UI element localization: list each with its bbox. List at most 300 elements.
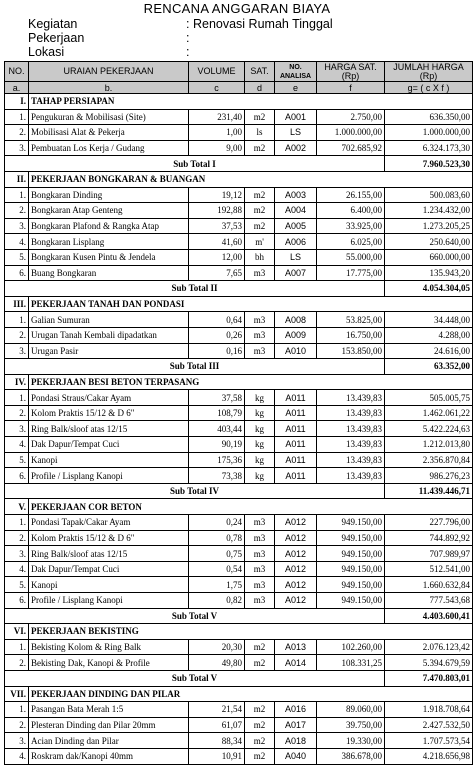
table-row [5, 748, 473, 764]
item-volume: 21,54 [189, 702, 245, 718]
header-no-analisa [275, 62, 317, 82]
item-number: 6. [5, 265, 29, 281]
item-total-price: 34.448,00 [385, 312, 473, 328]
meta-separator: : [186, 45, 190, 59]
item-volume: 1,75 [189, 577, 245, 593]
section-header-row [5, 624, 473, 640]
item-volume: 108,79 [189, 405, 245, 421]
item-analisa-code: A014 [275, 655, 317, 671]
item-unit-price: 1.000.000,00 [317, 125, 385, 141]
item-volume: 0,24 [189, 515, 245, 531]
item-unit: m3 [245, 546, 275, 562]
table-row [5, 203, 473, 219]
item-unit: m3 [245, 593, 275, 609]
meta-label: Pekerjaan [28, 31, 85, 45]
section-name: TAHAP PERSIAPAN [29, 94, 473, 110]
subtotal-label: Sub Total II [5, 281, 385, 297]
item-analisa-code: A011 [275, 421, 317, 437]
item-description: Bekisting Dak, Kanopi & Profile [29, 655, 189, 671]
item-total-price: 512.541,00 [385, 561, 473, 577]
item-number: 4. [5, 234, 29, 250]
item-total-price: 660.000,00 [385, 249, 473, 265]
item-description: Ring Balk/sloof atas 12/15 [29, 421, 189, 437]
item-unit-price: 949.150,00 [317, 530, 385, 546]
subtotal-value: 7.470.803,01 [385, 670, 473, 686]
item-unit-price: 13.439,83 [317, 468, 385, 484]
subtotal-label: Sub Total III [5, 359, 385, 375]
meta-label: Lokasi [28, 45, 65, 59]
item-unit: m2 [245, 748, 275, 764]
item-unit-price: 108.331,25 [317, 655, 385, 671]
section-number: III. [5, 296, 29, 312]
meta-row-pekerjaan [28, 31, 193, 46]
item-unit-price: 102.260,00 [317, 639, 385, 655]
item-volume: 0,64 [189, 312, 245, 328]
table-row [5, 218, 473, 234]
item-unit-price: 13.439,83 [317, 452, 385, 468]
item-analisa-code: A007 [275, 265, 317, 281]
document-title: RENCANA ANGGARAN BIAYA [143, 1, 331, 16]
item-analisa-code: A018 [275, 733, 317, 749]
item-analisa-code: A040 [275, 748, 317, 764]
item-analisa-code: A011 [275, 437, 317, 453]
item-unit-price: 26.155,00 [317, 187, 385, 203]
item-analisa-code: A012 [275, 546, 317, 562]
item-unit-price: 33.925,00 [317, 218, 385, 234]
item-number: 5. [5, 577, 29, 593]
item-description: Plesteran Dinding dan Pilar 20mm [29, 717, 189, 733]
table-row [5, 109, 473, 125]
item-volume: 231,40 [189, 109, 245, 125]
subtotal-value: 4.403.600,41 [385, 608, 473, 624]
rab-table [4, 61, 473, 765]
subtotal-row [5, 483, 473, 499]
item-number: 1. [5, 312, 29, 328]
item-volume: 403,44 [189, 421, 245, 437]
item-analisa-code: A012 [275, 577, 317, 593]
table-row [5, 546, 473, 562]
item-analisa-code: A011 [275, 405, 317, 421]
subtotal-row [5, 608, 473, 624]
item-unit-price: 6.025,00 [317, 234, 385, 250]
header-jumlah-harga [385, 62, 473, 82]
item-unit-price: 19.330,00 [317, 733, 385, 749]
item-description: Ring Balk/sloof atas 12/15 [29, 546, 189, 562]
item-unit-price: 2.750,00 [317, 109, 385, 125]
item-unit-price: 13.439,83 [317, 390, 385, 406]
table-row [5, 390, 473, 406]
table-row [5, 343, 473, 359]
section-number: II. [5, 171, 29, 187]
table-row [5, 265, 473, 281]
item-volume: 0,75 [189, 546, 245, 562]
item-description: Urugan Tanah Kembali dipadatkan [29, 327, 189, 343]
item-description: Kolom Praktis 15/12 & D 6" [29, 405, 189, 421]
item-total-price: 135.943,20 [385, 265, 473, 281]
item-analisa-code: A011 [275, 468, 317, 484]
item-analisa-code: A006 [275, 234, 317, 250]
item-analisa-code: A017 [275, 717, 317, 733]
item-description: Buang Bongkaran [29, 265, 189, 281]
item-unit: ls [245, 125, 275, 141]
item-total-price: 1.000.000,00 [385, 125, 473, 141]
item-total-price: 6.324.173,30 [385, 140, 473, 156]
item-volume: 0,78 [189, 530, 245, 546]
item-total-price: 2.356.870,84 [385, 452, 473, 468]
item-unit: m3 [245, 265, 275, 281]
item-analisa-code: A012 [275, 515, 317, 531]
item-unit: m3 [245, 577, 275, 593]
subtotal-row [5, 359, 473, 375]
item-unit: m2 [245, 702, 275, 718]
item-description: Profile / Lisplang Kanopi [29, 593, 189, 609]
item-unit-price: 153.850,00 [317, 343, 385, 359]
section-number: IV. [5, 374, 29, 390]
item-unit: m2 [245, 733, 275, 749]
item-number: 1. [5, 187, 29, 203]
item-number: 2. [5, 717, 29, 733]
item-unit: m3 [245, 515, 275, 531]
table-row [5, 125, 473, 141]
section-name: PEKERJAAN BEKISTING [29, 624, 473, 640]
item-number: 3. [5, 421, 29, 437]
item-total-price: 1.660.632,84 [385, 577, 473, 593]
item-description: Kanopi [29, 452, 189, 468]
item-number: 1. [5, 109, 29, 125]
item-unit-price: 39.750,00 [317, 717, 385, 733]
item-unit-price: 702.685,92 [317, 140, 385, 156]
item-unit: kg [245, 421, 275, 437]
subtotal-value: 63.352,00 [385, 359, 473, 375]
item-volume: 175,36 [189, 452, 245, 468]
item-unit-price: 949.150,00 [317, 515, 385, 531]
meta-label: Kegiatan [28, 17, 78, 31]
item-description: Acian Dinding dan Pilar [29, 733, 189, 749]
subtotal-row [5, 670, 473, 686]
item-unit: m3 [245, 561, 275, 577]
item-unit: m2 [245, 717, 275, 733]
item-number: 2. [5, 203, 29, 219]
subtotal-row [5, 281, 473, 297]
table-row [5, 187, 473, 203]
item-number: 5. [5, 452, 29, 468]
item-volume: 1,00 [189, 125, 245, 141]
item-unit: m2 [245, 140, 275, 156]
item-unit-price: 89.060,00 [317, 702, 385, 718]
item-analisa-code: A012 [275, 561, 317, 577]
section-number: VI. [5, 624, 29, 640]
table-row [5, 140, 473, 156]
meta-row-lokasi [28, 45, 193, 60]
item-description: Roskram dak/Kanopi 40mm [29, 748, 189, 764]
item-number: 6. [5, 593, 29, 609]
item-volume: 20,30 [189, 639, 245, 655]
item-number: 2. [5, 327, 29, 343]
item-number: 3. [5, 218, 29, 234]
item-unit-price: 55.000,00 [317, 249, 385, 265]
subtotal-label: Sub Total V [5, 670, 385, 686]
item-total-price: 227.796,00 [385, 515, 473, 531]
item-description: Pembuatan Los Kerja / Gudang [29, 140, 189, 156]
subheader-cell: e [275, 82, 317, 94]
item-description: Mobilisasi Alat & Pekerja [29, 125, 189, 141]
meta-value: Renovasi Rumah Tinggal [192, 17, 333, 31]
header-harga-satuan [317, 62, 385, 82]
item-total-price: 5.422.224,63 [385, 421, 473, 437]
item-total-price: 4.288,00 [385, 327, 473, 343]
item-unit: m3 [245, 343, 275, 359]
item-total-price: 500.083,60 [385, 187, 473, 203]
item-unit: kg [245, 405, 275, 421]
item-unit-price: 13.439,83 [317, 405, 385, 421]
item-analisa-code: A010 [275, 343, 317, 359]
subheader-cell: b. [29, 82, 189, 94]
item-unit: m2 [245, 203, 275, 219]
item-unit: m2 [245, 218, 275, 234]
item-volume: 192,88 [189, 203, 245, 219]
table-row [5, 468, 473, 484]
item-volume: 9,00 [189, 140, 245, 156]
item-number: 4. [5, 437, 29, 453]
item-analisa-code: LS [275, 249, 317, 265]
table-row [5, 717, 473, 733]
item-description: Pengukuran & Mobilisasi (Site) [29, 109, 189, 125]
item-number: 4. [5, 748, 29, 764]
item-unit: m2 [245, 187, 275, 203]
item-volume: 37,58 [189, 390, 245, 406]
item-volume: 0,82 [189, 593, 245, 609]
item-analisa-code: A001 [275, 109, 317, 125]
item-total-price: 707.989,97 [385, 546, 473, 562]
table-row [5, 733, 473, 749]
item-description: Kolom Praktis 15/12 & D 6" [29, 530, 189, 546]
subheader-row [5, 82, 473, 94]
header-uraian: URAIAN PEKERJAAN [29, 62, 189, 82]
item-total-price: 4.218.656,98 [385, 748, 473, 764]
item-number: 1. [5, 515, 29, 531]
item-description: Bongkaran Dinding [29, 187, 189, 203]
header-jumlah-label: JUMLAH HARGA (Rp) [393, 61, 464, 81]
item-analisa-code: A002 [275, 140, 317, 156]
section-name: PEKERJAAN COR BETON [29, 499, 473, 515]
item-unit-price: 17.775,00 [317, 265, 385, 281]
item-total-price: 2.427.532,50 [385, 717, 473, 733]
section-number: VII. [5, 686, 29, 702]
section-name: PEKERJAAN BESI BETON TERPASANG [29, 374, 473, 390]
item-volume: 10,91 [189, 748, 245, 764]
subtotal-label: Sub Total V [5, 608, 385, 624]
item-analisa-code: A005 [275, 218, 317, 234]
item-analisa-code: A013 [275, 639, 317, 655]
item-unit: m3 [245, 312, 275, 328]
item-number: 2. [5, 405, 29, 421]
item-total-price: 5.394.679,59 [385, 655, 473, 671]
item-total-price: 744.892,92 [385, 530, 473, 546]
meta-row-kegiatan [28, 17, 333, 32]
item-analisa-code: A003 [275, 187, 317, 203]
table-header [5, 62, 473, 94]
item-total-price: 250.640,00 [385, 234, 473, 250]
item-number: 4. [5, 561, 29, 577]
item-volume: 61,07 [189, 717, 245, 733]
header-volume: VOLUME [189, 62, 245, 82]
item-number: 3. [5, 140, 29, 156]
meta-separator: : [186, 31, 190, 45]
item-volume: 0,54 [189, 561, 245, 577]
item-number: 1. [5, 702, 29, 718]
item-volume: 7,65 [189, 265, 245, 281]
item-total-price: 1.212.013,80 [385, 437, 473, 453]
item-volume: 49,80 [189, 655, 245, 671]
table-row [5, 577, 473, 593]
item-analisa-code: LS [275, 125, 317, 141]
item-number: 3. [5, 546, 29, 562]
section-number: V. [5, 499, 29, 515]
item-unit-price: 949.150,00 [317, 546, 385, 562]
item-description: Bongkaran Lisplang [29, 234, 189, 250]
subtotal-label: Sub Total I [5, 156, 385, 172]
item-volume: 0,26 [189, 327, 245, 343]
item-description: Urugan Pasir [29, 343, 189, 359]
item-total-price: 1.462.061,22 [385, 405, 473, 421]
item-unit-price: 949.150,00 [317, 593, 385, 609]
item-total-price: 24.616,00 [385, 343, 473, 359]
table-row [5, 530, 473, 546]
item-description: Galian Sumuran [29, 312, 189, 328]
item-unit-price: 6.400,00 [317, 203, 385, 219]
item-unit: m3 [245, 530, 275, 546]
item-number: 6. [5, 468, 29, 484]
item-description: Kanopi [29, 577, 189, 593]
item-description: Pasangan Bata Merah 1:5 [29, 702, 189, 718]
item-unit-price: 949.150,00 [317, 561, 385, 577]
section-header-row [5, 374, 473, 390]
subheader-cell: d [245, 82, 275, 94]
table-row [5, 593, 473, 609]
table-row [5, 234, 473, 250]
item-unit: bh [245, 249, 275, 265]
item-number: 2. [5, 655, 29, 671]
item-unit-price: 53.825,00 [317, 312, 385, 328]
meta-separator: : [186, 17, 190, 31]
table-row [5, 702, 473, 718]
item-unit: m2 [245, 639, 275, 655]
section-header-row [5, 171, 473, 187]
item-description: Dak Dapur/Tempat Cuci [29, 561, 189, 577]
subheader-cell: c [189, 82, 245, 94]
item-total-price: 1.273.205,25 [385, 218, 473, 234]
table-row [5, 327, 473, 343]
item-unit: m2 [245, 655, 275, 671]
item-number: 2. [5, 125, 29, 141]
item-total-price: 505.005,75 [385, 390, 473, 406]
item-description: Pondasi Tapak/Cakar Ayam [29, 515, 189, 531]
item-description: Dak Dapur/Tempat Cuci [29, 437, 189, 453]
subtotal-label: Sub Total IV [5, 483, 385, 499]
header-harga-label: HARGA SAT. (Rp) [324, 61, 377, 81]
section-name: PEKERJAAN DINDING DAN PILAR [29, 686, 473, 702]
table-body [5, 94, 473, 765]
subheader-cell: g= ( c X f ) [385, 82, 473, 94]
item-unit: kg [245, 437, 275, 453]
section-number: I. [5, 94, 29, 110]
header-no-analisa-label: NO. ANALISA [279, 63, 312, 80]
item-unit-price: 13.439,83 [317, 421, 385, 437]
item-unit-price: 386.678,00 [317, 748, 385, 764]
item-volume: 19,12 [189, 187, 245, 203]
item-total-price: 1.234.432,00 [385, 203, 473, 219]
item-unit: m' [245, 234, 275, 250]
item-description: Bongkaran Plafond & Rangka Atap [29, 218, 189, 234]
item-analisa-code: A012 [275, 530, 317, 546]
item-analisa-code: A004 [275, 203, 317, 219]
section-header-row [5, 499, 473, 515]
item-analisa-code: A009 [275, 327, 317, 343]
item-unit: kg [245, 468, 275, 484]
item-analisa-code: A008 [275, 312, 317, 328]
item-number: 1. [5, 390, 29, 406]
item-description: Profile / Lisplang Kanopi [29, 468, 189, 484]
table-row [5, 312, 473, 328]
subtotal-value: 4.054.304,05 [385, 281, 473, 297]
subtotal-value: 11.439.446,71 [385, 483, 473, 499]
item-unit: kg [245, 390, 275, 406]
item-unit: kg [245, 452, 275, 468]
item-total-price: 1.707.573,54 [385, 733, 473, 749]
section-header-row [5, 94, 473, 110]
item-description: Bongkaran Atap Genteng [29, 203, 189, 219]
item-total-price: 1.918.708,64 [385, 702, 473, 718]
header-no: NO. [5, 62, 29, 82]
subtotal-value: 7.960.523,30 [385, 156, 473, 172]
item-total-price: 636.350,00 [385, 109, 473, 125]
subheader-cell: a. [5, 82, 29, 94]
item-volume: 12,00 [189, 249, 245, 265]
item-analisa-code: A011 [275, 452, 317, 468]
item-volume: 90,19 [189, 437, 245, 453]
table-row [5, 249, 473, 265]
item-unit-price: 13.439,83 [317, 437, 385, 453]
table-row [5, 437, 473, 453]
table-row [5, 561, 473, 577]
section-header-row [5, 296, 473, 312]
item-unit-price: 16.750,00 [317, 327, 385, 343]
item-number: 1. [5, 639, 29, 655]
item-volume: 88,34 [189, 733, 245, 749]
item-total-price: 986.276,23 [385, 468, 473, 484]
item-analisa-code: A016 [275, 702, 317, 718]
item-description: Bekisting Kolom & Ring Balk [29, 639, 189, 655]
item-volume: 73,38 [189, 468, 245, 484]
item-total-price: 2.076.123,42 [385, 639, 473, 655]
section-header-row [5, 686, 473, 702]
section-name: PEKERJAAN TANAH DAN PONDASI [29, 296, 473, 312]
item-volume: 41,60 [189, 234, 245, 250]
table-row [5, 639, 473, 655]
item-analisa-code: A011 [275, 390, 317, 406]
table-row [5, 452, 473, 468]
item-description: Pondasi Straus/Cakar Ayam [29, 390, 189, 406]
subheader-cell: f [317, 82, 385, 94]
table-row [5, 515, 473, 531]
table-row [5, 655, 473, 671]
item-total-price: 777.543,68 [385, 593, 473, 609]
item-volume: 0,16 [189, 343, 245, 359]
item-number: 3. [5, 733, 29, 749]
item-analisa-code: A012 [275, 593, 317, 609]
item-unit: m3 [245, 327, 275, 343]
subtotal-row [5, 156, 473, 172]
